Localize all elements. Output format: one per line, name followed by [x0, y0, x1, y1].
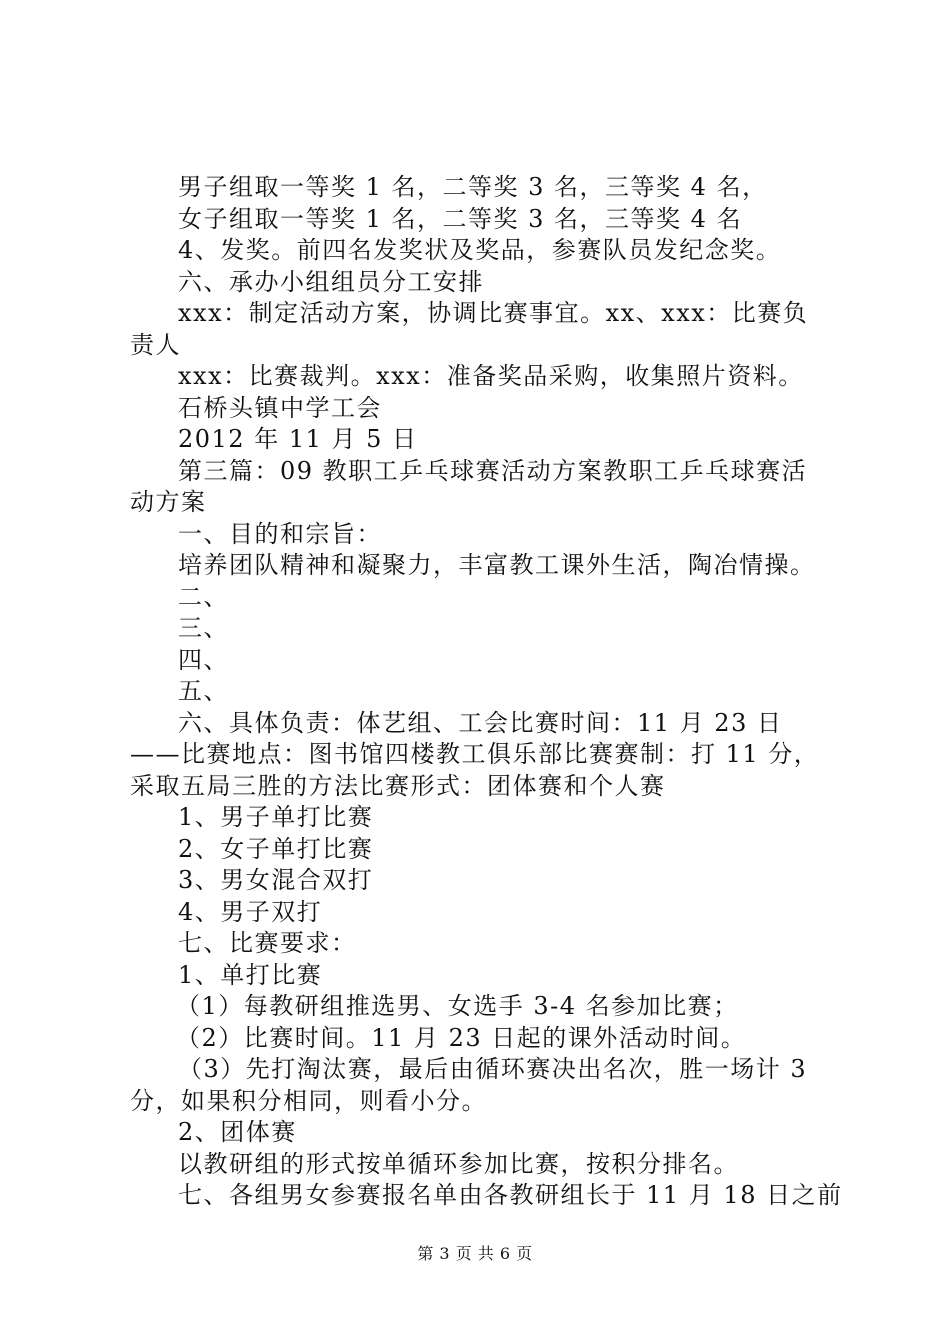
singles-heading: 1、单打比赛: [178, 960, 323, 989]
purpose-heading: 一、目的和宗旨：: [178, 519, 382, 548]
singles-rule-3: （3）先打淘汰赛，最后由循环赛决出名次，胜一场计 3 分，如果积分相同，则看小分。: [130, 1055, 808, 1115]
event-women-singles: 2、女子单打比赛: [178, 834, 374, 863]
purpose-text: 培养团队精神和凝聚力，丰富教工课外生活，陶冶情操。: [178, 551, 816, 579]
document-body: [130, 172, 843, 1212]
staff-duties-line-2: xxx：比赛裁判。xxx：准备奖品采购，收集照片资料。: [178, 362, 804, 390]
requirements-heading: 七、比赛要求：: [178, 929, 357, 957]
staff-duties-line-1: xxx：制定活动方案，协调比赛事宜。xx、xxx：比赛负责人: [130, 299, 809, 359]
document-date: 2012 年 11 月 5 日: [178, 425, 418, 453]
responsibility-paragraph: 六、具体负责：体艺组、工会比赛时间：11 月 23 日——比赛地点：图书馆四楼教工俱乐部比赛赛制：打 11 分，采取五局三胜的方法比赛形式：团体赛和个人赛: [130, 708, 820, 800]
registration-line: 七、各组男女参赛报名单由各教研组长于 11 月 18 日之前: [178, 1181, 843, 1209]
team-rule: 以教研组的形式按单循环参加比赛，按积分排名。: [178, 1149, 739, 1178]
section-three-heading: 三、: [178, 614, 229, 642]
organizer-name: 石桥头镇中学工会: [178, 393, 382, 422]
event-men-doubles: 4、男子双打: [178, 897, 323, 926]
event-men-singles: 1、男子单打比赛: [178, 803, 374, 831]
award-men-line: 男子组取一等奖 1 名，二等奖 3 名，三等奖 4 名，: [178, 173, 768, 201]
section-five-heading: 五、: [178, 677, 229, 705]
section-two-heading: 二、: [178, 582, 229, 611]
page-footer: 第 3 页 共 6 页: [417, 1244, 533, 1263]
award-ceremony-line: 4、发奖。前四名发奖状及奖品，参赛队员发纪念奖。: [178, 236, 782, 264]
section-four-heading: 四、: [178, 645, 229, 674]
event-mixed-doubles: 3、男女混合双打: [178, 866, 374, 894]
section-six-heading: 六、承办小组组员分工安排: [178, 267, 484, 296]
singles-rule-2: （2）比赛时间。11 月 23 日起的课外活动时间。: [176, 1023, 747, 1052]
singles-rule-1: （1）每教研组推选男、女选手 3-4 名参加比赛；: [176, 992, 739, 1020]
award-women-line: 女子组取一等奖 1 名，二等奖 3 名，三等奖 4 名: [178, 204, 743, 233]
chapter-three-title: 第三篇：09 教职工乒乓球赛活动方案教职工乒乓球赛活动方案: [130, 456, 808, 516]
team-heading: 2、团体赛: [178, 1118, 297, 1146]
